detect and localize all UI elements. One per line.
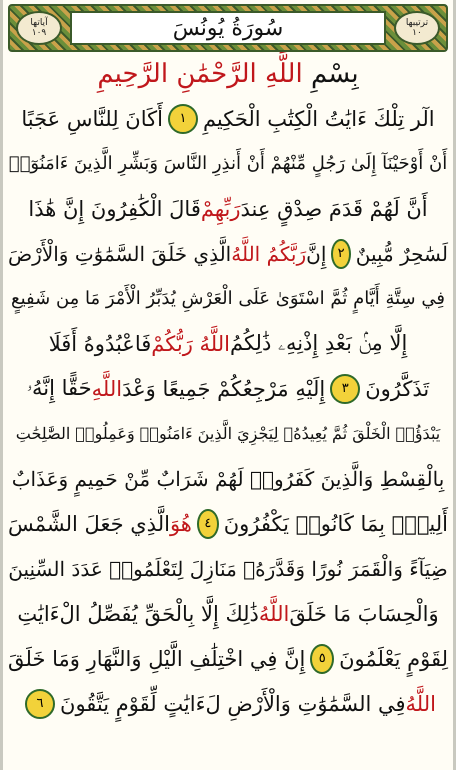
verse-text: ذَٰلِكَ إِلَّا بِالْحَقِّ يُفَصِّلُ الْءَايَٰتِ [17, 601, 259, 626]
verse-count-label: آياتها [30, 18, 48, 28]
verse-text: حَقًّا إِنَّهُۥ [26, 376, 92, 400]
verse-text: الٓر تِلْكَ ءَايَٰتُ الْكِتَٰبِ الْحَكِيمِ [202, 106, 435, 131]
divine-name-text: رَبِّهِمْ [200, 196, 241, 221]
verse-text: إِلَّا مِنۢ بَعْدِ إِذْنِهِۦ ذَٰلِكُمُ [229, 331, 408, 355]
aya-number-marker: ٦ [25, 689, 55, 719]
verse-line [8, 591, 448, 636]
verse-line [8, 321, 448, 366]
verse-line [8, 501, 448, 546]
basmala-red: اللَّهِ الرَّحْمَٰنِ الرَّحِيمِ [97, 59, 303, 89]
verse-text: إِنَّ [306, 241, 327, 266]
verse-text: تَذَكَّرُونَ [365, 376, 430, 401]
verse-text: فِي سِتَّةِ أَيَّامٍ ثُمَّ اسْتَوَىٰ عَلَى الْعَرْشِ يُدَبِّرُ الْأَمْرَ مَا مِن شَفِيعٍ [11, 288, 445, 309]
verse-text: أَنْ أَوْحَيْنَآ إِلَىٰ رَجُلٍ مِّنْهُمْ أَنْ أَنذِرِ النَّاسَ وَبَشِّرِ الَّذِينَ ءَامَنُوٓا۟ [8, 153, 448, 174]
aya-number-marker: ٥ [310, 644, 334, 674]
verse-line [8, 186, 448, 231]
verse-text: الَّذِي خَلَقَ السَّمَٰوَٰتِ وَالْأَرْضَ [8, 241, 232, 266]
verse-count-badge [16, 11, 62, 45]
surah-order-number: ١٠ [412, 28, 422, 38]
verse-text: ضِيَآءً وَالْقَمَرَ نُورًا وَقَدَّرَهُۥ مَنَازِلَ لِتَعْلَمُوا۟ عَدَدَ السِّنِينَ [8, 556, 448, 581]
divine-name-text: اللَّهُ رَبُّكُمْ [151, 331, 230, 356]
aya-number-marker: ١ [168, 104, 198, 134]
verse-text: إِنَّ فِي اخْتِلَٰفِ الَّيْلِ وَالنَّهَارِ وَمَا خَلَقَ [8, 646, 306, 671]
verse-line [8, 141, 448, 186]
divine-name-text: اللَّهُ [258, 601, 290, 626]
verse-text: أَنَّ لَهُمْ قَدَمَ صِدْقٍ عِندَ [240, 196, 428, 221]
verse-line [8, 276, 448, 321]
verse-line [8, 681, 448, 726]
aya-number-marker: ٣ [330, 374, 360, 404]
verse-text: يَبْدَؤُا۟ الْخَلْقَ ثُمَّ يُعِيدُهُۥ لِيَجْزِيَ الَّذِينَ ءَامَنُوا۟ وَعَمِلُوا۟ الصَّٰلِحَٰتِ [15, 424, 441, 443]
verse-text: لَسَٰحِرٌ مُّبِينٌ [355, 241, 448, 266]
verse-line [8, 411, 448, 456]
aya-number-marker: ٢ [331, 239, 350, 269]
verse-line [8, 231, 448, 276]
verse-text: لِقَوْمٍ يَعْلَمُونَ [339, 646, 448, 671]
verse-text: أَلِيمٌۢ بِمَا كَانُوا۟ يَكْفُرُونَ [223, 511, 448, 536]
verse-line [8, 636, 448, 681]
surah-order-badge [394, 11, 440, 45]
verse-text: قَالَ الْكَٰفِرُونَ إِنَّ هَٰذَا [28, 196, 201, 221]
verse-text: إِلَيْهِ مَرْجِعُكُمْ جَمِيعًا وَعْدَ [122, 376, 326, 401]
divine-name-text: اللَّهُ [405, 691, 436, 716]
aya-number-marker: ٤ [197, 509, 219, 539]
divine-name-text: اللَّهِ [91, 376, 123, 401]
verse-line [8, 96, 448, 141]
divine-name-text: هُوَ [169, 511, 192, 536]
verse-text: أَكَانَ لِلنَّاسِ عَجَبًا [21, 106, 163, 131]
basmala [8, 52, 448, 96]
surah-header [8, 4, 448, 52]
verse-lines [8, 96, 448, 726]
verse-text: فَاعْبُدُوهُ أَفَلَا [48, 331, 152, 356]
verse-text: وَالْحِسَابَ مَا خَلَقَ [289, 601, 439, 626]
basmala-word: بِسْمِ [310, 59, 359, 89]
verse-line [8, 456, 448, 501]
divine-name-text: رَبَّكُمُ اللَّهُ [231, 241, 307, 266]
verse-count-number: ١٠٩ [31, 28, 47, 38]
page-border-left [0, 0, 3, 770]
verse-line [8, 546, 448, 591]
surah-title: سُورَةُ يُونُسَ [70, 11, 386, 45]
verse-text: الَّذِي جَعَلَ الشَّمْسَ [8, 511, 170, 536]
verse-text: فِي السَّمَٰوَٰتِ وَالْأَرْضِ لَءَايَٰتٍ لِّقَوْمٍ يَتَّقُونَ [60, 691, 406, 716]
verse-text: بِالْقِسْطِ وَالَّذِينَ كَفَرُوا۟ لَهُمْ شَرَابٌ مِّنْ حَمِيمٍ وَعَذَابٌ [11, 466, 445, 491]
surah-order-label: ترتيبها [405, 18, 429, 28]
verse-line [8, 366, 448, 411]
